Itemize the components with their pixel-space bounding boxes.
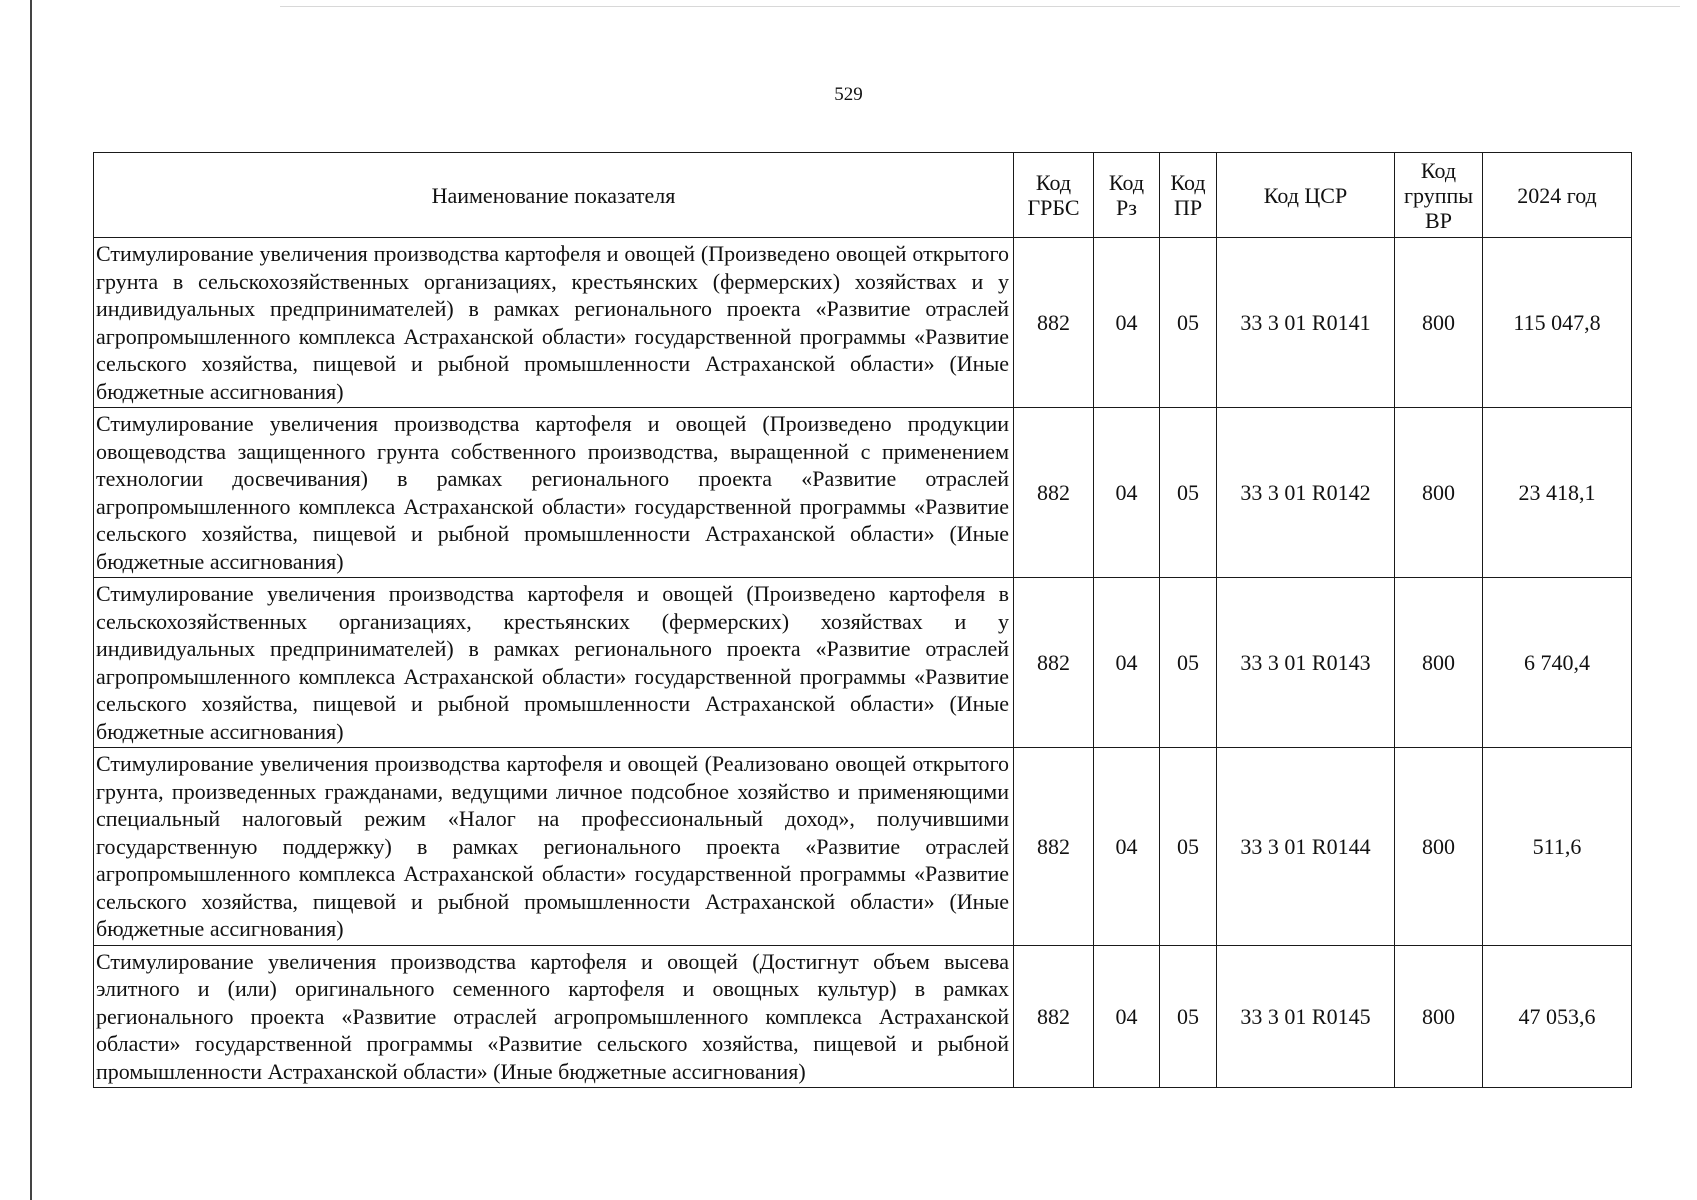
row-grbs: 882 <box>1014 238 1094 408</box>
row-amount: 6 740,4 <box>1483 578 1632 748</box>
row-csr: 33 3 01 R0143 <box>1217 578 1395 748</box>
row-rz: 04 <box>1094 408 1160 578</box>
table-row <box>94 945 1632 1088</box>
row-vr: 800 <box>1395 238 1483 408</box>
row-name: Стимулирование увеличения производства картофеля и овощей (Достигнут объем высева элитного и (или) оригинального семенного картофеля и овощных культур) в рамках регионального проекта «Развитие отраслей агропромышленного комплекса Астраханской области» государственной программы «Развитие сельского хозяйства, пищевой и рыбной промышленности Астраханской области» (Иные бюджетные ассигнования) <box>94 945 1014 1088</box>
row-grbs: 882 <box>1014 408 1094 578</box>
scan-top-edge <box>280 6 1680 7</box>
row-pr: 05 <box>1160 408 1217 578</box>
row-amount: 47 053,6 <box>1483 945 1632 1088</box>
table-row <box>94 748 1632 946</box>
row-vr: 800 <box>1395 945 1483 1088</box>
page-number: 529 <box>834 84 863 105</box>
budget-table <box>93 152 1632 1088</box>
header-csr: Код ЦСР <box>1217 153 1395 238</box>
row-name: Стимулирование увеличения производства картофеля и овощей (Произведено продукции овощеводства защищенного грунта собственного производства, выращенной с применением технологии досвечивания) в рамках регионального проекта «Развитие отраслей агропромышленного комплекса Астраханской области» государственной программы «Развитие сельского хозяйства, пищевой и рыбной промышленности Астраханской области» (Иные бюджетные ассигнования) <box>94 408 1014 578</box>
header-vr: Код группы ВР <box>1395 153 1483 238</box>
row-grbs: 882 <box>1014 748 1094 946</box>
row-pr: 05 <box>1160 238 1217 408</box>
table-row <box>94 238 1632 408</box>
row-csr: 33 3 01 R0142 <box>1217 408 1395 578</box>
header-row <box>94 153 1632 238</box>
row-vr: 800 <box>1395 408 1483 578</box>
row-vr: 800 <box>1395 748 1483 946</box>
table-row <box>94 578 1632 748</box>
binding-margin-line <box>30 0 32 1200</box>
row-name: Стимулирование увеличения производства картофеля и овощей (Произведено овощей открытого грунта в сельскохозяйственных организациях, крестьянских (фермерских) хозяйствах и у индивидуальных предпринимателей) в рамках регионального проекта «Развитие отраслей агропромышленного комплекса Астраханской области» государственной программы «Развитие сельского хозяйства, пищевой и рыбной промышленности Астраханской области» (Иные бюджетные ассигнования) <box>94 238 1014 408</box>
row-vr: 800 <box>1395 578 1483 748</box>
header-rz: Код Рз <box>1094 153 1160 238</box>
row-grbs: 882 <box>1014 945 1094 1088</box>
table-row <box>94 408 1632 578</box>
row-pr: 05 <box>1160 578 1217 748</box>
row-pr: 05 <box>1160 748 1217 946</box>
header-grbs: Код ГРБС <box>1014 153 1094 238</box>
row-rz: 04 <box>1094 945 1160 1088</box>
row-rz: 04 <box>1094 238 1160 408</box>
header-name: Наименование показателя <box>94 153 1014 238</box>
row-csr: 33 3 01 R0144 <box>1217 748 1395 946</box>
row-amount: 511,6 <box>1483 748 1632 946</box>
row-csr: 33 3 01 R0141 <box>1217 238 1395 408</box>
row-pr: 05 <box>1160 945 1217 1088</box>
table-body <box>94 238 1632 1088</box>
header-year: 2024 год <box>1483 153 1632 238</box>
row-rz: 04 <box>1094 578 1160 748</box>
row-rz: 04 <box>1094 748 1160 946</box>
row-amount: 23 418,1 <box>1483 408 1632 578</box>
row-grbs: 882 <box>1014 578 1094 748</box>
header-pr: Код ПР <box>1160 153 1217 238</box>
row-name: Стимулирование увеличения производства картофеля и овощей (Реализовано овощей открытого грунта, произведенных гражданами, ведущими личное подсобное хозяйство и применяющими специальный налоговый режим «Налог на профессиональный доход», получившими государственную поддержку) в рамках регионального проекта «Развитие отраслей агропромышленного комплекса Астраханской области» государственной программы «Развитие сельского хозяйства, пищевой и рыбной промышленности Астраханской области» (Иные бюджетные ассигнования) <box>94 748 1014 946</box>
row-amount: 115 047,8 <box>1483 238 1632 408</box>
row-csr: 33 3 01 R0145 <box>1217 945 1395 1088</box>
row-name: Стимулирование увеличения производства картофеля и овощей (Произведено картофеля в сельскохозяйственных организациях, крестьянских (фермерских) хозяйствах и у индивидуальных предпринимателей) в рамках регионального проекта «Развитие отраслей агропромышленного комплекса Астраханской области» государственной программы «Развитие сельского хозяйства, пищевой и рыбной промышленности Астраханской области» (Иные бюджетные ассигнования) <box>94 578 1014 748</box>
table-header <box>94 153 1632 238</box>
